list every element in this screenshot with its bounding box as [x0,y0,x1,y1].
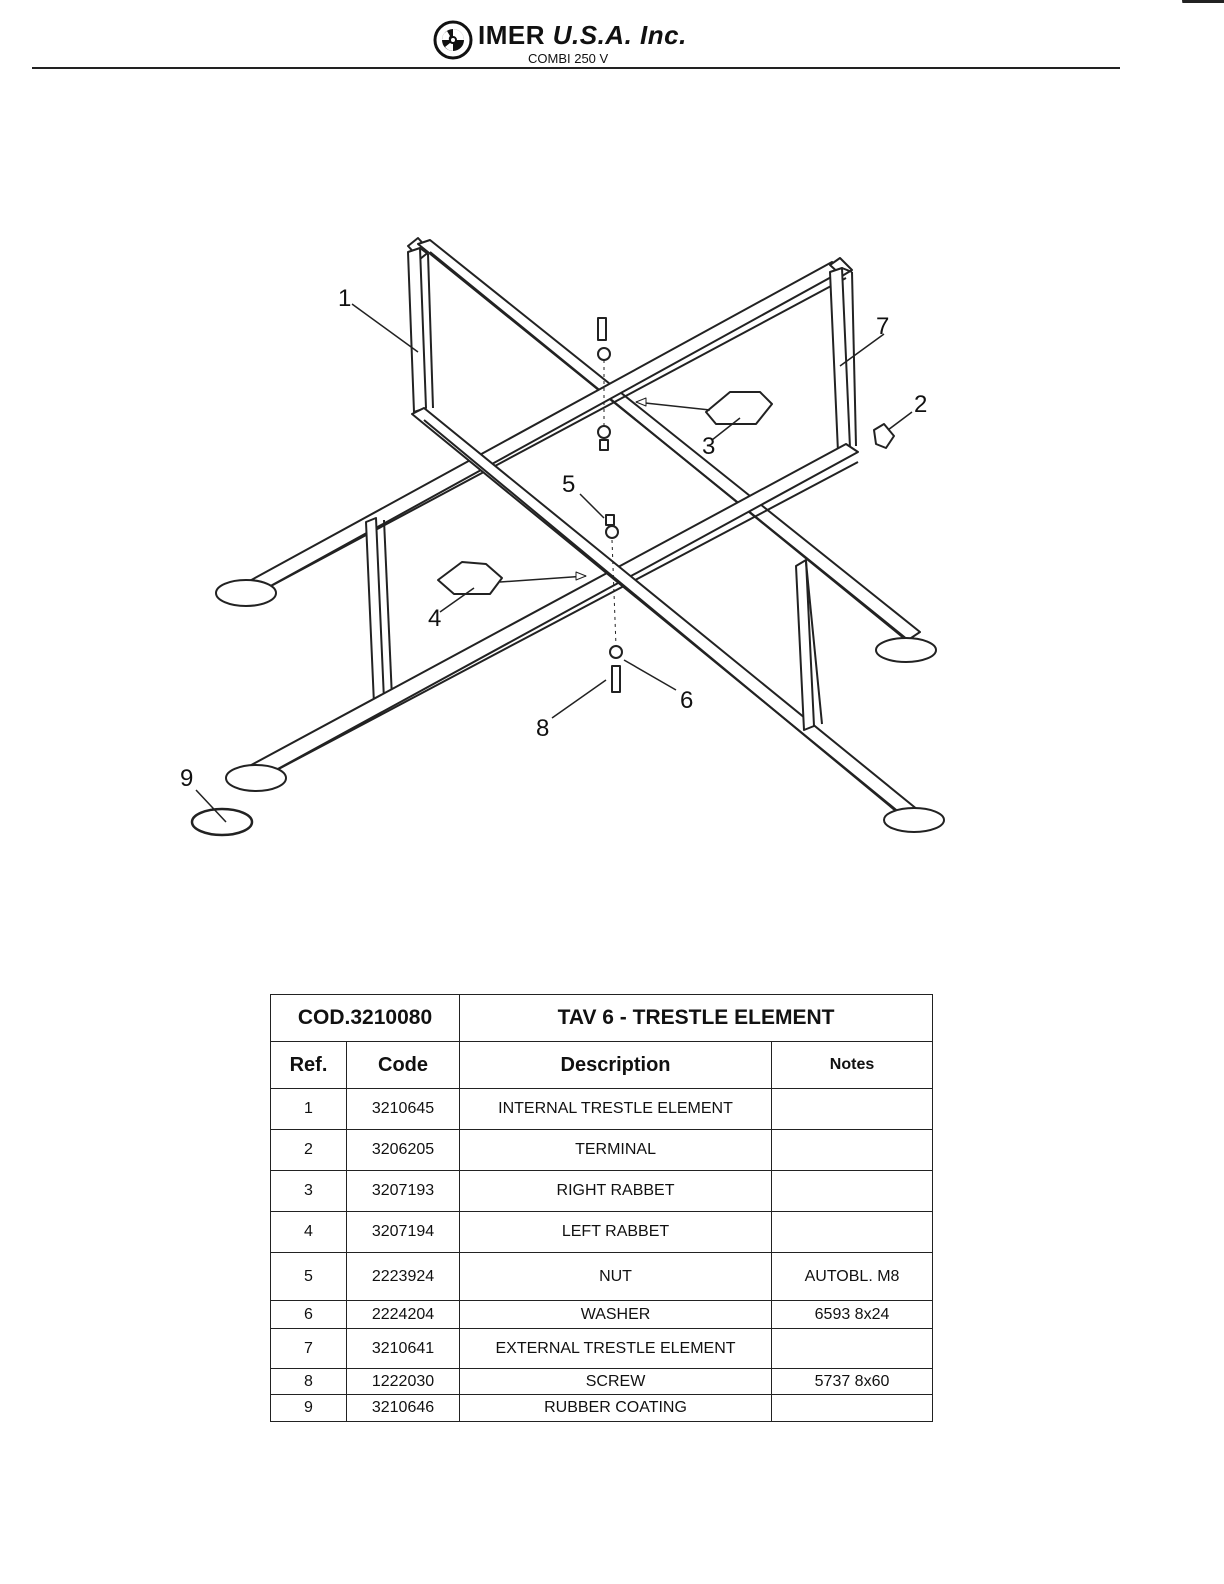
col-ref: Ref. [271,1042,347,1089]
cell-description: EXTERNAL TRESTLE ELEMENT [460,1329,772,1369]
table-row [271,1395,933,1422]
table-title-row [271,995,933,1042]
cell-code: 3210645 [347,1089,460,1130]
cell-ref: 9 [271,1395,347,1422]
cell-notes [772,1130,933,1171]
cell-ref: 2 [271,1130,347,1171]
cell-notes [772,1395,933,1422]
cell-ref: 5 [271,1253,347,1301]
callout-9: 9 [180,765,194,792]
cell-description: SCREW [460,1369,772,1395]
exploded-diagram [160,220,980,860]
cell-notes: 5737 8x60 [772,1369,933,1395]
brand-suffix: U.S.A. Inc. [552,20,687,50]
brand-main: IMER [478,20,545,50]
assembly-title: TAV 6 - TRESTLE ELEMENT [460,995,933,1042]
cell-notes: 6593 8x24 [772,1301,933,1329]
header-rule [32,67,1120,69]
cell-ref: 8 [271,1369,347,1395]
cell-description: RUBBER COATING [460,1395,772,1422]
table-row [271,1369,933,1395]
cell-notes [772,1171,933,1212]
table-row [271,1130,933,1171]
scan-corner-mark [1182,0,1224,11]
col-description: Description [460,1042,772,1089]
cell-description: RIGHT RABBET [460,1171,772,1212]
cell-code: 3210641 [347,1329,460,1369]
callout-6: 6 [680,687,694,714]
parts-table [270,994,933,1422]
cell-code: 1222030 [347,1369,460,1395]
cell-description: TERMINAL [460,1130,772,1171]
cell-ref: 7 [271,1329,347,1369]
cell-ref: 3 [271,1171,347,1212]
cell-code: 2224204 [347,1301,460,1329]
table-header-row [271,1042,933,1089]
callout-8: 8 [536,715,550,742]
model-name: COMBI 250 V [528,51,609,66]
trestle-drawing [160,220,980,860]
cell-description: WASHER [460,1301,772,1329]
cell-description: INTERNAL TRESTLE ELEMENT [460,1089,772,1130]
page-header [0,0,1224,80]
table-row [271,1301,933,1329]
callout-1: 1 [338,285,352,312]
assembly-code: COD.3210080 [271,995,460,1042]
cell-description: LEFT RABBET [460,1212,772,1253]
callout-4: 4 [428,605,442,632]
callout-3: 3 [702,433,716,460]
col-code: Code [347,1042,460,1089]
brand-name [478,20,687,51]
lower-hardware [606,515,622,692]
cell-code: 3210646 [347,1395,460,1422]
cell-ref: 4 [271,1212,347,1253]
callout-2: 2 [914,391,928,418]
cell-code: 2223924 [347,1253,460,1301]
col-notes: Notes [772,1042,933,1089]
table-row [271,1329,933,1369]
cell-description: NUT [460,1253,772,1301]
left-rabbet [438,562,502,594]
cell-code: 3207193 [347,1171,460,1212]
cell-code: 3207194 [347,1212,460,1253]
cell-notes [772,1329,933,1369]
cell-ref: 1 [271,1089,347,1130]
cell-notes [772,1212,933,1253]
imer-logo-icon [433,20,473,60]
cell-notes: AUTOBL. M8 [772,1253,933,1301]
callout-7: 7 [876,313,890,340]
callout-5: 5 [562,471,576,498]
cell-ref: 6 [271,1301,347,1329]
cell-notes [772,1089,933,1130]
table-row [271,1253,933,1301]
cell-code: 3206205 [347,1130,460,1171]
table-row [271,1171,933,1212]
table-row [271,1212,933,1253]
table-row [271,1089,933,1130]
